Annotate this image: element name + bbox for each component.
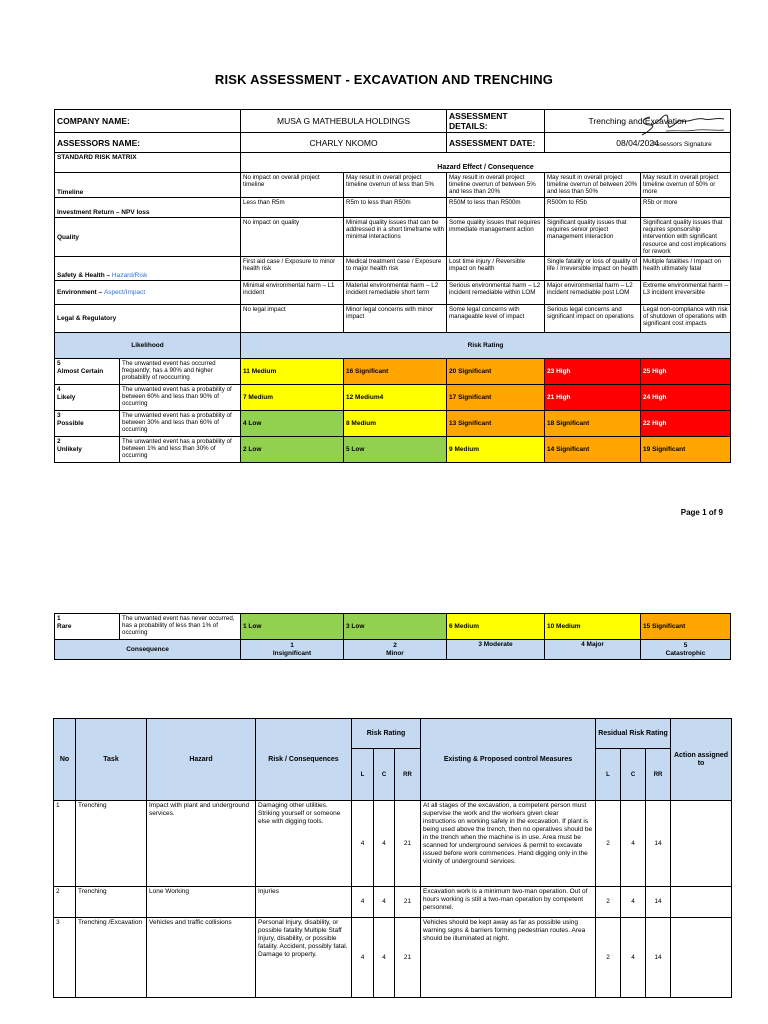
row-residual-rr: 14 [646,918,671,998]
page-number: Page 1 of 9 [680,508,723,517]
row-c: 4 [374,801,395,887]
matrix-cell: R5m to less than R50m [344,198,447,218]
matrix-cell: No legal impact [241,305,344,333]
assessment-date-label: ASSESSMENT DATE: [447,133,545,153]
document-title: RISK ASSESSMENT - EXCAVATION AND TRENCHING [214,72,554,87]
matrix-row-label: Legal & Regulatory [55,305,241,333]
col-residual-l: L [596,749,621,801]
hazard-effect-header: Hazard Effect / Consequence [241,153,731,173]
company-name-value: MUSA G MATHEBULA HOLDINGS [241,110,447,133]
risk-rating-cell: 23 High [545,359,641,385]
matrix-cell: Multiple fatalities / Impact on health ultimately fatal [641,257,731,281]
assessment-details-label: ASSESSMENT DETAILS: [447,110,545,133]
likelihood-level: 3 Possible [55,411,120,437]
matrix-cell: R500m to R5b [545,198,641,218]
matrix-cell: Minimal quality issues that can be addressed in a short timeframe with minimal interactions [344,218,447,257]
assessors-name-label: ASSESSORS NAME: [55,133,241,153]
risk-assessment-table [53,718,732,998]
row-c: 4 [374,887,395,918]
col-residual-rr: RR [646,749,671,801]
col-controls: Existing & Proposed control Measures [421,719,596,801]
row-hazard: Impact with plant and underground services. [147,801,256,887]
risk-rating-cell: 21 High [545,385,641,411]
risk-matrix-table [54,109,731,463]
matrix-cell: No impact on quality [241,218,344,257]
matrix-cell: R50M to less than R500m [447,198,545,218]
row-residual-l: 2 [596,887,621,918]
table-row [54,801,732,887]
likelihood-description: The unwanted event has occurred frequently; has a 90% and higher probability of reoccurring [120,359,241,385]
signature-caption: Assessors Signature [652,141,712,148]
row-residual-c: 4 [621,918,646,998]
row-rr: 21 [395,801,421,887]
likelihood-description: The unwanted event has a probability of between 60% and less than 90% of occurring [120,385,241,411]
matrix-cell: Lost time injury / Reversible impact on health [447,257,545,281]
matrix-cell: May result in overall project timeline overrun of between 5% and less than 20% [447,173,545,198]
row-task: Trenching [76,887,147,918]
risk-rating-cell: 10 Medium [545,614,641,640]
risk-rating-cell: 3 Low [344,614,447,640]
row-no: 1 [54,801,76,887]
row-residual-l: 2 [596,918,621,998]
row-residual-rr: 14 [646,887,671,918]
matrix-row-label: Safety & Health – Hazard/Risk [55,257,241,281]
risk-rating-cell: 19 Significant [641,437,731,463]
likelihood-level: 4 Likely [55,385,120,411]
likelihood-level: 2 Unlikely [55,437,120,463]
row-no: 3 [54,918,76,998]
matrix-cell: Extreme environmental harm – L3 incident irreversible [641,281,731,305]
matrix-cell: Significant quality issues that requires senior project management interaction [545,218,641,257]
row-risk: Damaging other utilities. Striking yourself or someone else with digging tools. [256,801,352,887]
row-hazard: Lone Working [147,887,256,918]
consequence-level: 4 Major [545,640,641,660]
row-action [671,887,732,918]
matrix-row-label: Environment – Aspect/Impact [55,281,241,305]
table-row [54,918,732,998]
assessment-date-value: 08/04/2024 [545,133,731,153]
consequence-level: 5 Catastrophic [641,640,731,660]
company-name-label: COMPANY NAME: [55,110,241,133]
risk-rating-cell: 12 Medium4 [344,385,447,411]
row-residual-c: 4 [621,801,646,887]
risk-rating-cell: 8 Medium [344,411,447,437]
matrix-cell: Serious environmental harm – L2 incident remediable within LOM [447,281,545,305]
row-hazard: Vehicles and traffic collisions [147,918,256,998]
matrix-cell: First aid case / Exposure to minor health risk [241,257,344,281]
row-task: Trenching [76,801,147,887]
col-no: No [54,719,76,801]
col-risk: Risk / Consequences [256,719,352,801]
col-hazard: Hazard [147,719,256,801]
risk-rating-cell: 7 Medium [241,385,344,411]
matrix-cell: May result in overall project timeline overrun of less than 5% [344,173,447,198]
col-rr: RR [395,749,421,801]
risk-rating-header: Risk Rating [241,333,731,359]
row-c: 4 [374,918,395,998]
matrix-row-label: Quality [55,218,241,257]
risk-rating-cell: 22 High [641,411,731,437]
risk-rating-cell: 25 High [641,359,731,385]
matrix-cell: Some legal concerns with manageable level of impact [447,305,545,333]
col-c: C [374,749,395,801]
row-residual-rr: 14 [646,801,671,887]
matrix-cell: May result in overall project timeline overrun of between 20% and less than 50% [545,173,641,198]
risk-rating-cell: 24 High [641,385,731,411]
col-residual: Residual Risk Rating [596,719,671,749]
row-risk: Personal Injury, disability, or possible fatality Multiple Staff Injury, disability, or possible fatality. Accident, possibly fatal. Damage to property. [256,918,352,998]
row-task: Trenching /Excavation [76,918,147,998]
consequence-label: Consequence [55,640,241,660]
risk-rating-cell: 4 Low [241,411,344,437]
row-controls: At all stages of the excavation, a competent person must supervise the work and the workers given clear instructions on working safely in the excavation. If plant is being used above the trench, then no operatives should be in the trench when the machine is in use. Area must be scanned for underground services & permit to excavate issued before work commences. Hand digging only in the vicinity of underground services. [421,801,596,887]
matrix-cell: Single fatality or loss of quality of life / Irreversible impact on health [545,257,641,281]
row-rr: 21 [395,918,421,998]
likelihood-description: The unwanted event has never occurred, has a probability of less than 1% of occurring [120,614,241,640]
row-controls: Excavation work is a minimum two-man operation. Out of hours working is still a two-man operation by competent personnel. [421,887,596,918]
row-risk: Injuries [256,887,352,918]
table-row [54,887,732,918]
col-l: L [352,749,374,801]
assessment-details-value: Trenching and Excavation [545,110,731,133]
matrix-cell: May result in overall project timeline overrun of 50% or more [641,173,731,198]
row-controls: Vehicles should be kept away as far as possible using warning signs & barriers forming pedestrian routes. Area should be illuminated at night. [421,918,596,998]
risk-rating-cell: 6 Medium [447,614,545,640]
risk-rating-cell: 13 Significant [447,411,545,437]
col-residual-c: C [621,749,646,801]
matrix-cell: No impact on overall project timeline [241,173,344,198]
matrix-cell: Significant quality issues that requires sponsorship intervention with significant resource and cost implications for rework [641,218,731,257]
likelihood-level: 5 Almost Certain [55,359,120,385]
matrix-cell: Minimal environmental harm – L1 incident [241,281,344,305]
col-action: Action assigned to [671,719,732,801]
risk-rating-cell: 16 Significant [344,359,447,385]
risk-rating-cell: 5 Low [344,437,447,463]
assessors-name-value: CHARLY NKOMO [241,133,447,153]
row-no: 2 [54,887,76,918]
risk-matrix-continued-table [54,613,731,660]
row-rr: 21 [395,887,421,918]
col-risk-rating: Risk Rating [352,719,421,749]
matrix-cell: Material environmental harm – L2 incident remediable short term [344,281,447,305]
row-residual-c: 4 [621,887,646,918]
matrix-row-label: Timeline [55,173,241,198]
matrix-cell: Minor legal concerns with minor impact [344,305,447,333]
row-l: 4 [352,801,374,887]
likelihood-level: 1 Rare [55,614,120,640]
consequence-level: 3 Moderate [447,640,545,660]
risk-rating-cell: 20 Significant [447,359,545,385]
likelihood-description: The unwanted event has a probability of between 1% and less than 30% of occurring [120,437,241,463]
risk-rating-cell: 15 Significant [641,614,731,640]
matrix-cell: Major environmental harm – L2 incident remediable post LOM [545,281,641,305]
row-l: 4 [352,887,374,918]
risk-rating-cell: 17 Significant [447,385,545,411]
matrix-row-label: Investment Return – NPV loss [55,198,241,218]
matrix-cell: R5b or more [641,198,731,218]
likelihood-header: Likelihood [55,333,241,359]
risk-rating-cell: 2 Low [241,437,344,463]
risk-rating-cell: 1 Low [241,614,344,640]
col-task: Task [76,719,147,801]
row-l: 4 [352,918,374,998]
row-action [671,918,732,998]
likelihood-description: The unwanted event has a probability of between 30% and less than 60% of occurring [120,411,241,437]
consequence-level: 1 Insignificant [241,640,344,660]
matrix-cell: Less than R5m [241,198,344,218]
matrix-cell: Legal non-compliance with risk of shutdown of operations with significant cost impacts [641,305,731,333]
row-residual-l: 2 [596,801,621,887]
risk-rating-cell: 18 Significant [545,411,641,437]
row-action [671,801,732,887]
consequence-level: 2 Minor [344,640,447,660]
risk-rating-cell: 11 Medium [241,359,344,385]
risk-rating-cell: 14 Significant [545,437,641,463]
standard-risk-matrix-label: STANDARD RISK MATRIX [55,153,241,173]
risk-rating-cell: 9 Medium [447,437,545,463]
matrix-cell: Serious legal concerns and significant impact on operations [545,305,641,333]
matrix-cell: Medical treatment case / Exposure to major health risk [344,257,447,281]
matrix-cell: Some quality issues that requires immediate management action [447,218,545,257]
